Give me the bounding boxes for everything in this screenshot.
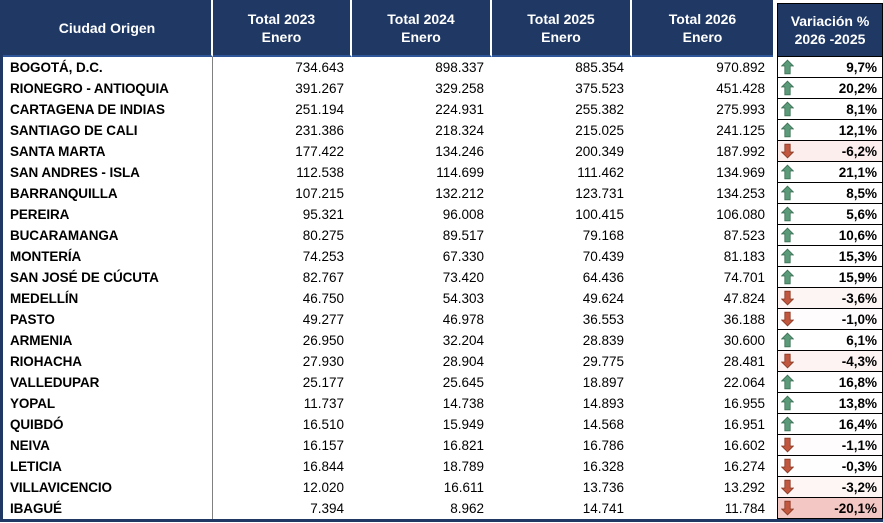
variation-cell bbox=[777, 204, 883, 225]
total-2025-cell: 28.839 bbox=[492, 330, 632, 351]
total-2026-cell: 11.784 bbox=[632, 498, 773, 519]
total-2026-cell: 22.064 bbox=[632, 372, 773, 393]
table-row bbox=[3, 162, 883, 183]
total-2024-cell: 67.330 bbox=[352, 246, 492, 267]
trend-arrow-icon bbox=[781, 249, 794, 264]
city-cell: RIONEGRO - ANTIOQUIA bbox=[3, 78, 213, 99]
header-ciudad-origen bbox=[3, 0, 213, 57]
header-label-line1: Variación % bbox=[790, 13, 870, 29]
total-2023-cell: 46.750 bbox=[213, 288, 352, 309]
total-2025-cell: 111.462 bbox=[492, 162, 632, 183]
trend-arrow-icon bbox=[781, 270, 794, 285]
variation-value: -1,1% bbox=[841, 437, 877, 453]
city-cell: PASTO bbox=[3, 309, 213, 330]
city-cell: MEDELLÍN bbox=[3, 288, 213, 309]
total-2026-cell: 106.080 bbox=[632, 204, 773, 225]
total-2023-cell: 16.844 bbox=[213, 456, 352, 477]
header-label-line1: Total 2024 bbox=[387, 10, 455, 27]
total-2025-cell: 36.553 bbox=[492, 309, 632, 330]
table-row bbox=[3, 498, 883, 519]
total-2026-cell: 81.183 bbox=[632, 246, 773, 267]
table-header-row bbox=[3, 0, 883, 57]
variation-cell bbox=[777, 393, 883, 414]
total-2023-cell: 26.950 bbox=[213, 330, 352, 351]
table-row bbox=[3, 330, 883, 351]
variation-cell bbox=[777, 183, 883, 204]
variation-value: 16,4% bbox=[838, 416, 877, 432]
total-2026-cell: 16.602 bbox=[632, 435, 773, 456]
header-label-line2: Enero bbox=[682, 28, 723, 45]
total-2025-cell: 13.736 bbox=[492, 477, 632, 498]
variation-cell bbox=[777, 120, 883, 141]
trend-arrow-icon bbox=[781, 165, 794, 180]
trend-arrow-icon bbox=[781, 60, 794, 75]
variation-value: -3,6% bbox=[841, 290, 877, 306]
variation-value: -4,3% bbox=[841, 353, 877, 369]
total-2026-cell: 241.125 bbox=[632, 120, 773, 141]
total-2025-cell: 375.523 bbox=[492, 78, 632, 99]
city-cell: MONTERÍA bbox=[3, 246, 213, 267]
total-2023-cell: 107.215 bbox=[213, 183, 352, 204]
total-2025-cell: 123.731 bbox=[492, 183, 632, 204]
variation-cell bbox=[777, 372, 883, 393]
total-2026-cell: 30.600 bbox=[632, 330, 773, 351]
total-2023-cell: 74.253 bbox=[213, 246, 352, 267]
trend-arrow-icon bbox=[781, 375, 794, 390]
total-2023-cell: 7.394 bbox=[213, 498, 352, 519]
total-2024-cell: 25.645 bbox=[352, 372, 492, 393]
total-2024-cell: 32.204 bbox=[352, 330, 492, 351]
variation-cell bbox=[777, 225, 883, 246]
city-cell: RIOHACHA bbox=[3, 351, 213, 372]
variation-value: 21,1% bbox=[838, 164, 877, 180]
variation-value: -1,0% bbox=[841, 311, 877, 327]
variation-value: 8,5% bbox=[846, 185, 877, 201]
total-2023-cell: 27.930 bbox=[213, 351, 352, 372]
total-2025-cell: 70.439 bbox=[492, 246, 632, 267]
variation-cell bbox=[777, 477, 883, 498]
total-2025-cell: 18.897 bbox=[492, 372, 632, 393]
total-2025-cell: 14.741 bbox=[492, 498, 632, 519]
header-total-2023 bbox=[213, 0, 352, 57]
header-label-line2: Enero bbox=[401, 28, 441, 45]
total-2023-cell: 251.194 bbox=[213, 99, 352, 120]
trend-arrow-icon bbox=[781, 81, 794, 96]
total-2024-cell: 54.303 bbox=[352, 288, 492, 309]
city-cell: BUCARAMANGA bbox=[3, 225, 213, 246]
city-cell: SANTIAGO DE CALI bbox=[3, 120, 213, 141]
total-2023-cell: 49.277 bbox=[213, 309, 352, 330]
total-2024-cell: 96.008 bbox=[352, 204, 492, 225]
total-2024-cell: 46.978 bbox=[352, 309, 492, 330]
variation-cell bbox=[777, 414, 883, 435]
total-2024-cell: 89.517 bbox=[352, 225, 492, 246]
total-2023-cell: 25.177 bbox=[213, 372, 352, 393]
total-2023-cell: 12.020 bbox=[213, 477, 352, 498]
header-label-line1: Total 2023 bbox=[247, 10, 316, 27]
table-row bbox=[3, 183, 883, 204]
total-2026-cell: 451.428 bbox=[632, 78, 773, 99]
trend-arrow-icon bbox=[781, 186, 794, 201]
city-cell: SANTA MARTA bbox=[3, 141, 213, 162]
variation-cell bbox=[777, 351, 883, 372]
city-cell: CARTAGENA DE INDIAS bbox=[3, 99, 213, 120]
total-2024-cell: 28.904 bbox=[352, 351, 492, 372]
variation-cell bbox=[777, 498, 883, 519]
total-2024-cell: 8.962 bbox=[352, 498, 492, 519]
city-cell: ARMENIA bbox=[3, 330, 213, 351]
table-row bbox=[3, 225, 883, 246]
variation-value: 8,1% bbox=[846, 101, 877, 117]
total-2025-cell: 16.786 bbox=[492, 435, 632, 456]
variation-cell bbox=[777, 330, 883, 351]
table-row bbox=[3, 99, 883, 120]
trend-arrow-icon bbox=[781, 396, 794, 411]
total-2025-cell: 14.893 bbox=[492, 393, 632, 414]
total-2026-cell: 187.992 bbox=[632, 141, 773, 162]
city-cell: LETICIA bbox=[3, 456, 213, 477]
table-body bbox=[3, 57, 883, 519]
total-2025-cell: 255.382 bbox=[492, 99, 632, 120]
city-cell: YOPAL bbox=[3, 393, 213, 414]
total-2023-cell: 16.510 bbox=[213, 414, 352, 435]
table-row bbox=[3, 141, 883, 162]
variation-cell bbox=[777, 435, 883, 456]
city-cell: SAN JOSÉ DE CÚCUTA bbox=[3, 267, 213, 288]
header-label-line2: Enero bbox=[541, 28, 581, 45]
city-cell: VILLAVICENCIO bbox=[3, 477, 213, 498]
total-2024-cell: 134.246 bbox=[352, 141, 492, 162]
header-total-2026 bbox=[632, 0, 773, 57]
header-total-2025 bbox=[492, 0, 632, 57]
table-row bbox=[3, 120, 883, 141]
variation-cell bbox=[777, 99, 883, 120]
table-row bbox=[3, 351, 883, 372]
trend-arrow-icon bbox=[781, 123, 794, 138]
trend-arrow-icon bbox=[781, 438, 794, 453]
total-2025-cell: 885.354 bbox=[492, 57, 632, 78]
table-row bbox=[3, 267, 883, 288]
table-row bbox=[3, 57, 883, 78]
table-row bbox=[3, 309, 883, 330]
city-cell: QUIBDÓ bbox=[3, 414, 213, 435]
total-2024-cell: 224.931 bbox=[352, 99, 492, 120]
total-2026-cell: 74.701 bbox=[632, 267, 773, 288]
total-2023-cell: 112.538 bbox=[213, 162, 352, 183]
total-2026-cell: 970.892 bbox=[632, 57, 773, 78]
header-label-line1: Total 2026 bbox=[668, 10, 737, 27]
total-2025-cell: 14.568 bbox=[492, 414, 632, 435]
variation-cell bbox=[777, 246, 883, 267]
variation-value: -20,1% bbox=[834, 500, 877, 516]
variation-value: 20,2% bbox=[838, 80, 877, 96]
table-row bbox=[3, 393, 883, 414]
variation-cell bbox=[777, 267, 883, 288]
header-label: Ciudad Origen bbox=[58, 19, 156, 36]
trend-arrow-icon bbox=[781, 228, 794, 243]
header-label-line1: Total 2025 bbox=[527, 10, 595, 27]
total-2024-cell: 73.420 bbox=[352, 267, 492, 288]
total-2023-cell: 734.643 bbox=[213, 57, 352, 78]
variation-value: -0,3% bbox=[841, 458, 877, 474]
variation-value: 6,1% bbox=[846, 332, 877, 348]
total-2025-cell: 200.349 bbox=[492, 141, 632, 162]
header-label-line2: Enero bbox=[261, 28, 302, 45]
trend-arrow-icon bbox=[781, 102, 794, 117]
total-2024-cell: 132.212 bbox=[352, 183, 492, 204]
trend-arrow-icon bbox=[781, 291, 794, 306]
total-2026-cell: 13.292 bbox=[632, 477, 773, 498]
total-2025-cell: 64.436 bbox=[492, 267, 632, 288]
total-2023-cell: 80.275 bbox=[213, 225, 352, 246]
table-row bbox=[3, 414, 883, 435]
variation-cell bbox=[777, 288, 883, 309]
trend-arrow-icon bbox=[781, 417, 794, 432]
trend-arrow-icon bbox=[781, 333, 794, 348]
header-variacion bbox=[777, 3, 883, 57]
trend-arrow-icon bbox=[781, 459, 794, 474]
city-cell: BOGOTÁ, D.C. bbox=[3, 57, 213, 78]
header-label-line2: 2026 -2025 bbox=[794, 31, 866, 47]
total-2026-cell: 16.274 bbox=[632, 456, 773, 477]
city-cell: IBAGUÉ bbox=[3, 498, 213, 519]
total-2026-cell: 16.955 bbox=[632, 393, 773, 414]
total-2023-cell: 177.422 bbox=[213, 141, 352, 162]
variation-value: -3,2% bbox=[841, 479, 877, 495]
total-2023-cell: 95.321 bbox=[213, 204, 352, 225]
variation-value: 12,1% bbox=[838, 122, 877, 138]
table-row bbox=[3, 204, 883, 225]
city-cell: VALLEDUPAR bbox=[3, 372, 213, 393]
total-2024-cell: 898.337 bbox=[352, 57, 492, 78]
variation-value: 15,3% bbox=[838, 248, 877, 264]
total-2024-cell: 14.738 bbox=[352, 393, 492, 414]
table-row bbox=[3, 372, 883, 393]
variation-cell bbox=[777, 78, 883, 99]
total-2024-cell: 329.258 bbox=[352, 78, 492, 99]
total-2026-cell: 36.188 bbox=[632, 309, 773, 330]
total-2024-cell: 218.324 bbox=[352, 120, 492, 141]
variation-cell bbox=[777, 141, 883, 162]
total-2025-cell: 49.624 bbox=[492, 288, 632, 309]
variation-value: 15,9% bbox=[838, 269, 877, 285]
variation-value: 10,6% bbox=[838, 227, 877, 243]
table-row bbox=[3, 435, 883, 456]
variation-cell bbox=[777, 456, 883, 477]
table-row bbox=[3, 78, 883, 99]
total-2024-cell: 18.789 bbox=[352, 456, 492, 477]
total-2023-cell: 11.737 bbox=[213, 393, 352, 414]
trend-arrow-icon bbox=[781, 207, 794, 222]
total-2026-cell: 87.523 bbox=[632, 225, 773, 246]
trend-arrow-icon bbox=[781, 354, 794, 369]
trend-arrow-icon bbox=[781, 312, 794, 327]
header-total-2024 bbox=[352, 0, 492, 57]
variation-cell bbox=[777, 57, 883, 78]
total-2025-cell: 16.328 bbox=[492, 456, 632, 477]
city-cell: PEREIRA bbox=[3, 204, 213, 225]
trend-arrow-icon bbox=[781, 480, 794, 495]
variation-cell bbox=[777, 162, 883, 183]
variation-value: -6,2% bbox=[841, 143, 877, 159]
city-cell: SAN ANDRES - ISLA bbox=[3, 162, 213, 183]
total-2026-cell: 47.824 bbox=[632, 288, 773, 309]
total-2024-cell: 16.821 bbox=[352, 435, 492, 456]
total-2023-cell: 231.386 bbox=[213, 120, 352, 141]
total-2026-cell: 28.481 bbox=[632, 351, 773, 372]
total-2025-cell: 29.775 bbox=[492, 351, 632, 372]
variation-value: 16,8% bbox=[838, 374, 877, 390]
total-2026-cell: 275.993 bbox=[632, 99, 773, 120]
total-2025-cell: 79.168 bbox=[492, 225, 632, 246]
trend-arrow-icon bbox=[781, 144, 794, 159]
table-row bbox=[3, 477, 883, 498]
variation-cell bbox=[777, 309, 883, 330]
total-2024-cell: 16.611 bbox=[352, 477, 492, 498]
total-2024-cell: 15.949 bbox=[352, 414, 492, 435]
total-2025-cell: 100.415 bbox=[492, 204, 632, 225]
table-row bbox=[3, 456, 883, 477]
variation-value: 5,6% bbox=[846, 206, 877, 222]
table-row bbox=[3, 246, 883, 267]
city-cell: BARRANQUILLA bbox=[3, 183, 213, 204]
table-row bbox=[3, 288, 883, 309]
total-2026-cell: 16.951 bbox=[632, 414, 773, 435]
total-2023-cell: 391.267 bbox=[213, 78, 352, 99]
total-2026-cell: 134.969 bbox=[632, 162, 773, 183]
total-2026-cell: 134.253 bbox=[632, 183, 773, 204]
total-2023-cell: 16.157 bbox=[213, 435, 352, 456]
total-2024-cell: 114.699 bbox=[352, 162, 492, 183]
total-2023-cell: 82.767 bbox=[213, 267, 352, 288]
total-2025-cell: 215.025 bbox=[492, 120, 632, 141]
variation-value: 9,7% bbox=[846, 59, 877, 75]
city-cell: NEIVA bbox=[3, 435, 213, 456]
variation-value: 13,8% bbox=[838, 395, 877, 411]
trend-arrow-icon bbox=[781, 501, 794, 516]
